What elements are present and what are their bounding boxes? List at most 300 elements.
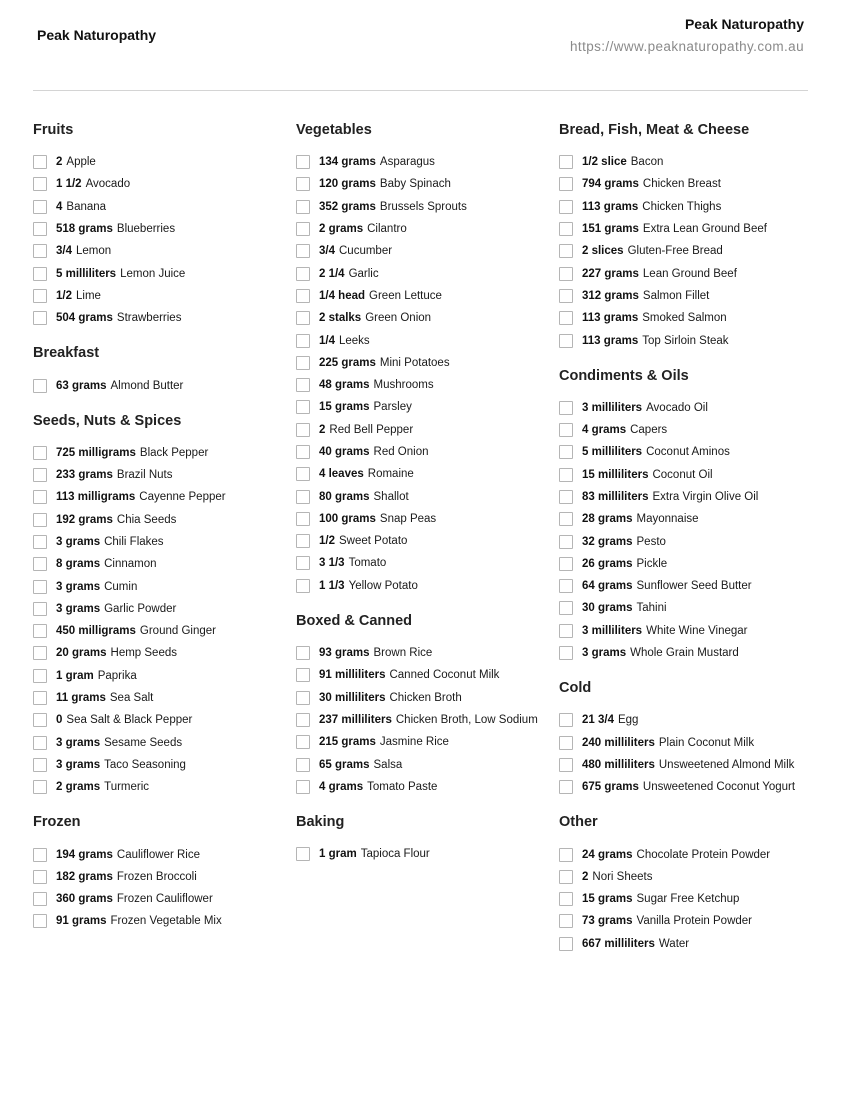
item-name: Mayonnaise bbox=[636, 513, 699, 526]
section-title: Other bbox=[559, 814, 598, 831]
list-item bbox=[296, 776, 551, 798]
list-item bbox=[296, 374, 551, 396]
item-checkbox[interactable] bbox=[296, 758, 310, 772]
item-quantity: 518 grams bbox=[56, 223, 113, 236]
item-name: Shallot bbox=[373, 490, 409, 503]
item-checkbox[interactable] bbox=[559, 624, 573, 638]
item-name: Romaine bbox=[367, 468, 414, 481]
item-name: Sesame Seeds bbox=[104, 736, 183, 749]
item-checkbox[interactable] bbox=[33, 624, 47, 638]
item-quantity: 725 milligrams bbox=[56, 446, 136, 459]
item-quantity: 113 grams bbox=[582, 334, 639, 347]
item-checkbox[interactable] bbox=[559, 758, 573, 772]
item-checkbox[interactable] bbox=[559, 244, 573, 258]
item-list bbox=[33, 442, 288, 799]
item-checkbox[interactable] bbox=[33, 222, 47, 236]
item-checkbox[interactable] bbox=[559, 713, 573, 727]
item-name: Green Lettuce bbox=[369, 289, 442, 302]
item-checkbox[interactable] bbox=[559, 848, 573, 862]
item-quantity: 15 grams bbox=[582, 893, 633, 906]
list-item bbox=[33, 553, 288, 575]
list-item bbox=[559, 419, 814, 441]
item-name: Salmon Fillet bbox=[642, 289, 710, 302]
item-quantity: 4 bbox=[56, 200, 63, 213]
item-name: Red Bell Pepper bbox=[329, 423, 414, 436]
item-quantity: 225 grams bbox=[319, 356, 376, 369]
item-checkbox[interactable] bbox=[296, 267, 310, 281]
item-quantity: 3/4 bbox=[56, 245, 72, 258]
item-quantity: 134 grams bbox=[319, 156, 376, 169]
list-item bbox=[296, 530, 551, 552]
item-quantity: 3 grams bbox=[56, 736, 101, 749]
item-list bbox=[296, 642, 551, 798]
item-name: Lemon Juice bbox=[120, 267, 186, 280]
item-checkbox[interactable] bbox=[296, 713, 310, 727]
item-checkbox[interactable] bbox=[559, 557, 573, 571]
list-item bbox=[296, 441, 551, 463]
item-quantity: 3 grams bbox=[56, 536, 101, 548]
item-quantity: 26 grams bbox=[582, 557, 633, 570]
item-name: Top Sirloin Steak bbox=[642, 334, 729, 347]
item-checkbox[interactable] bbox=[33, 848, 47, 862]
item-name: Black Pepper bbox=[139, 446, 209, 459]
item-checkbox[interactable] bbox=[559, 445, 573, 459]
item-name: Lime bbox=[76, 289, 101, 302]
brand-name-right: Peak Naturopathy bbox=[684, 16, 804, 32]
item-name: Chia Seeds bbox=[116, 513, 177, 526]
item-name: Salsa bbox=[373, 758, 403, 771]
item-checkbox[interactable] bbox=[33, 535, 47, 549]
item-name: Turmeric bbox=[104, 781, 150, 794]
list-item bbox=[33, 173, 288, 195]
item-checkbox[interactable] bbox=[33, 646, 47, 660]
item-checkbox[interactable] bbox=[33, 490, 47, 504]
item-checkbox[interactable] bbox=[33, 379, 47, 393]
item-name: Avocado bbox=[85, 178, 131, 191]
item-quantity: 2 bbox=[319, 423, 326, 436]
item-quantity: 1/2 bbox=[319, 535, 335, 548]
item-checkbox[interactable] bbox=[296, 200, 310, 214]
item-quantity: 450 milligrams bbox=[56, 625, 136, 638]
item-quantity: 21 3/4 bbox=[582, 714, 614, 727]
list-item bbox=[296, 508, 551, 530]
item-checkbox[interactable] bbox=[296, 467, 310, 481]
header-right bbox=[570, 14, 804, 57]
item-name: Extra Lean Ground Beef bbox=[642, 223, 767, 236]
item-quantity: 4 leaves bbox=[319, 468, 364, 481]
item-checkbox[interactable] bbox=[559, 155, 573, 169]
item-list bbox=[296, 843, 551, 865]
item-checkbox[interactable] bbox=[33, 580, 47, 594]
section-title: Bread, Fish, Meat & Cheese bbox=[559, 122, 750, 138]
item-quantity: 1/2 slice bbox=[582, 156, 627, 169]
section-seeds-nuts-and-spices bbox=[33, 411, 288, 799]
item-checkbox[interactable] bbox=[33, 200, 47, 214]
list-item bbox=[559, 888, 814, 910]
item-name: Green Onion bbox=[365, 312, 432, 325]
item-name: Frozen Broccoli bbox=[116, 870, 197, 883]
item-name: Pickle bbox=[636, 557, 668, 570]
item-quantity: 3 milliliters bbox=[582, 401, 643, 414]
list-item bbox=[33, 575, 288, 597]
item-checkbox[interactable] bbox=[296, 289, 310, 303]
item-name: Chicken Thighs bbox=[642, 200, 722, 213]
item-checkbox[interactable] bbox=[33, 244, 47, 258]
item-name: Egg bbox=[617, 714, 639, 727]
section-breakfast bbox=[33, 343, 288, 396]
item-quantity: 93 grams bbox=[319, 647, 370, 660]
section-frozen bbox=[33, 812, 288, 932]
list-item bbox=[559, 843, 814, 865]
item-quantity: 2 bbox=[56, 156, 63, 169]
item-name: Brussels Sprouts bbox=[379, 200, 467, 213]
list-item bbox=[33, 464, 288, 486]
item-quantity: 5 milliliters bbox=[582, 446, 643, 459]
section-vegetables bbox=[296, 120, 551, 597]
item-name: Frozen Cauliflower bbox=[116, 893, 213, 906]
list-item bbox=[296, 687, 551, 709]
list-item bbox=[559, 173, 814, 195]
item-name: Unsweetened Almond Milk bbox=[658, 758, 795, 771]
list-item bbox=[559, 151, 814, 173]
list-item bbox=[33, 754, 288, 776]
item-name: Cayenne Pepper bbox=[139, 491, 226, 504]
list-item bbox=[33, 866, 288, 888]
item-checkbox[interactable] bbox=[33, 267, 47, 281]
item-name: Chicken Broth, Low Sodium bbox=[395, 713, 538, 726]
item-checkbox[interactable] bbox=[33, 914, 47, 928]
item-checkbox[interactable] bbox=[296, 400, 310, 414]
item-name: Gluten-Free Bread bbox=[627, 245, 723, 258]
item-checkbox[interactable] bbox=[296, 155, 310, 169]
item-quantity: 675 grams bbox=[582, 781, 639, 794]
item-checkbox[interactable] bbox=[559, 334, 573, 348]
list-item bbox=[296, 419, 551, 441]
item-checkbox[interactable] bbox=[33, 177, 47, 191]
item-name: Unsweetened Coconut Yogurt bbox=[642, 781, 796, 794]
item-name: Sunflower Seed Butter bbox=[636, 580, 752, 593]
list-item bbox=[559, 285, 814, 307]
item-quantity: 15 milliliters bbox=[582, 468, 649, 481]
item-quantity: 91 milliliters bbox=[319, 669, 386, 682]
item-quantity: 240 milliliters bbox=[582, 736, 655, 749]
item-name: Tahini bbox=[636, 602, 667, 615]
column-1 bbox=[33, 120, 288, 947]
item-name: Frozen Vegetable Mix bbox=[110, 915, 222, 928]
item-list bbox=[559, 843, 814, 954]
list-item bbox=[33, 620, 288, 642]
item-name: Apple bbox=[66, 156, 96, 169]
item-checkbox[interactable] bbox=[33, 446, 47, 460]
item-checkbox[interactable] bbox=[296, 378, 310, 392]
section-baking bbox=[296, 812, 551, 865]
item-quantity: 3 grams bbox=[582, 647, 627, 660]
item-name: Baby Spinach bbox=[379, 178, 451, 191]
item-checkbox[interactable] bbox=[33, 602, 47, 616]
item-checkbox[interactable] bbox=[559, 311, 573, 325]
item-name: Vanilla Protein Powder bbox=[636, 915, 753, 928]
item-quantity: 194 grams bbox=[56, 848, 113, 861]
item-quantity: 4 grams bbox=[319, 780, 364, 793]
item-quantity: 20 grams bbox=[56, 647, 107, 660]
item-checkbox[interactable] bbox=[559, 736, 573, 750]
item-name: Nori Sheets bbox=[592, 870, 653, 883]
item-checkbox[interactable] bbox=[559, 780, 573, 794]
item-checkbox[interactable] bbox=[296, 847, 310, 861]
item-name: Lemon bbox=[76, 245, 112, 258]
item-name: Lean Ground Beef bbox=[642, 267, 737, 280]
item-checkbox[interactable] bbox=[33, 892, 47, 906]
section-boxed-and-canned bbox=[296, 611, 551, 798]
item-checkbox[interactable] bbox=[296, 311, 310, 325]
item-list bbox=[559, 397, 814, 665]
list-item bbox=[33, 888, 288, 910]
item-checkbox[interactable] bbox=[296, 445, 310, 459]
item-name: Coconut Oil bbox=[652, 468, 713, 481]
item-checkbox[interactable] bbox=[296, 691, 310, 705]
item-name: Chicken Breast bbox=[642, 178, 721, 191]
section-bread-fish-meat-and-cheese bbox=[559, 120, 814, 352]
list-item bbox=[559, 307, 814, 329]
item-quantity: 63 grams bbox=[56, 379, 107, 392]
item-checkbox[interactable] bbox=[33, 736, 47, 750]
section-title: Boxed & Canned bbox=[296, 612, 413, 629]
item-list bbox=[33, 374, 288, 396]
list-item bbox=[296, 753, 551, 775]
item-name: Tomato bbox=[348, 557, 387, 570]
item-checkbox[interactable] bbox=[296, 512, 310, 526]
item-checkbox[interactable] bbox=[33, 691, 47, 705]
item-name: Strawberries bbox=[116, 312, 182, 325]
item-list bbox=[33, 151, 288, 329]
item-quantity: 83 milliliters bbox=[582, 491, 649, 503]
list-item bbox=[559, 464, 814, 486]
list-item bbox=[296, 285, 551, 307]
item-checkbox[interactable] bbox=[33, 289, 47, 303]
item-checkbox[interactable] bbox=[559, 937, 573, 951]
item-quantity: 15 grams bbox=[319, 401, 370, 414]
item-checkbox[interactable] bbox=[559, 512, 573, 526]
item-checkbox[interactable] bbox=[33, 468, 47, 482]
item-quantity: 113 grams bbox=[582, 200, 639, 213]
item-quantity: 30 grams bbox=[582, 602, 633, 615]
item-checkbox[interactable] bbox=[296, 177, 310, 191]
list-item bbox=[296, 485, 551, 507]
list-item bbox=[559, 575, 814, 597]
item-name: Sea Salt bbox=[109, 692, 154, 705]
item-quantity: 480 milliliters bbox=[582, 758, 655, 771]
list-item bbox=[33, 843, 288, 865]
list-item bbox=[33, 910, 288, 932]
item-checkbox[interactable] bbox=[296, 423, 310, 437]
item-name: Cucumber bbox=[339, 245, 393, 258]
list-item bbox=[33, 151, 288, 173]
item-name: Cilantro bbox=[367, 223, 407, 236]
item-name: Mushrooms bbox=[373, 379, 434, 392]
item-quantity: 64 grams bbox=[582, 580, 633, 593]
item-checkbox[interactable] bbox=[296, 222, 310, 236]
list-item bbox=[559, 754, 814, 776]
item-checkbox[interactable] bbox=[559, 289, 573, 303]
list-item bbox=[559, 240, 814, 262]
column-3 bbox=[559, 120, 814, 969]
list-item bbox=[296, 642, 551, 664]
item-checkbox[interactable] bbox=[559, 892, 573, 906]
item-quantity: 113 milligrams bbox=[56, 491, 136, 504]
item-name: Banana bbox=[66, 200, 107, 213]
item-checkbox[interactable] bbox=[559, 870, 573, 884]
list-item bbox=[559, 933, 814, 955]
item-name: Chili Flakes bbox=[104, 536, 164, 548]
item-checkbox[interactable] bbox=[559, 423, 573, 437]
item-quantity: 1 1/3 bbox=[319, 579, 345, 592]
item-checkbox[interactable] bbox=[559, 601, 573, 615]
list-item bbox=[33, 486, 288, 508]
item-quantity: 8 grams bbox=[56, 558, 101, 571]
item-quantity: 120 grams bbox=[319, 178, 376, 191]
list-item bbox=[559, 732, 814, 754]
list-item bbox=[33, 642, 288, 664]
item-quantity: 73 grams bbox=[582, 915, 633, 928]
item-checkbox[interactable] bbox=[296, 534, 310, 548]
list-item bbox=[559, 441, 814, 463]
list-item bbox=[33, 262, 288, 284]
item-checkbox[interactable] bbox=[559, 401, 573, 415]
item-name: Asparagus bbox=[379, 156, 435, 169]
section-title: Condiments & Oils bbox=[559, 367, 689, 384]
item-checkbox[interactable] bbox=[33, 780, 47, 794]
item-name: Yellow Potato bbox=[348, 579, 418, 592]
list-item bbox=[33, 374, 288, 396]
item-name: Avocado Oil bbox=[646, 401, 708, 414]
item-checkbox[interactable] bbox=[33, 713, 47, 727]
section-cold bbox=[559, 678, 814, 798]
item-quantity: 91 grams bbox=[56, 915, 107, 928]
list-item bbox=[559, 218, 814, 240]
section-condiments-and-oils bbox=[559, 366, 814, 665]
item-name: Paprika bbox=[97, 669, 137, 682]
item-name: Brown Rice bbox=[373, 647, 433, 660]
item-name: Sea Salt & Black Pepper bbox=[66, 714, 193, 727]
item-checkbox[interactable] bbox=[296, 668, 310, 682]
item-quantity: 360 grams bbox=[56, 893, 113, 906]
item-quantity: 352 grams bbox=[319, 200, 376, 213]
section-title: Breakfast bbox=[33, 345, 100, 362]
list-item bbox=[296, 173, 551, 195]
item-checkbox[interactable] bbox=[559, 579, 573, 593]
item-quantity: 2 bbox=[582, 870, 589, 883]
website-url[interactable]: https://www.peaknaturopathy.com.au bbox=[570, 39, 804, 54]
list-item bbox=[559, 642, 814, 664]
item-checkbox[interactable] bbox=[33, 758, 47, 772]
item-checkbox[interactable] bbox=[559, 914, 573, 928]
item-checkbox[interactable] bbox=[559, 177, 573, 191]
item-quantity: 1 gram bbox=[319, 848, 357, 861]
list-item bbox=[559, 709, 814, 731]
list-item bbox=[296, 463, 551, 485]
item-name: Coconut Aminos bbox=[646, 446, 730, 459]
item-checkbox[interactable] bbox=[559, 200, 573, 214]
item-checkbox[interactable] bbox=[559, 646, 573, 660]
list-item bbox=[296, 262, 551, 284]
list-item bbox=[296, 151, 551, 173]
item-name: Canned Coconut Milk bbox=[389, 669, 500, 682]
column-2 bbox=[296, 120, 551, 879]
item-checkbox[interactable] bbox=[296, 646, 310, 660]
item-quantity: 3 milliliters bbox=[582, 624, 643, 637]
item-quantity: 40 grams bbox=[319, 446, 370, 458]
item-checkbox[interactable] bbox=[33, 513, 47, 527]
section-title: Baking bbox=[296, 814, 345, 831]
item-checkbox[interactable] bbox=[33, 669, 47, 683]
item-checkbox[interactable] bbox=[33, 557, 47, 571]
item-checkbox[interactable] bbox=[296, 579, 310, 593]
item-checkbox[interactable] bbox=[296, 356, 310, 370]
item-quantity: 227 grams bbox=[582, 267, 639, 280]
item-checkbox[interactable] bbox=[296, 556, 310, 570]
list-item bbox=[559, 620, 814, 642]
list-item bbox=[33, 598, 288, 620]
item-quantity: 113 grams bbox=[582, 312, 639, 325]
list-item bbox=[296, 240, 551, 262]
item-checkbox[interactable] bbox=[296, 334, 310, 348]
item-quantity: 3 grams bbox=[56, 758, 101, 771]
list-item bbox=[559, 262, 814, 284]
item-checkbox[interactable] bbox=[33, 155, 47, 169]
list-item bbox=[33, 776, 288, 798]
item-checkbox[interactable] bbox=[33, 870, 47, 884]
item-checkbox[interactable] bbox=[559, 535, 573, 549]
item-name: Hemp Seeds bbox=[110, 647, 177, 660]
list-item bbox=[33, 531, 288, 553]
item-name: Almond Butter bbox=[110, 379, 184, 392]
list-item bbox=[296, 329, 551, 351]
item-checkbox[interactable] bbox=[559, 468, 573, 482]
brand-name: Peak Naturopathy bbox=[37, 27, 157, 43]
item-quantity: 3 grams bbox=[56, 580, 101, 593]
item-checkbox[interactable] bbox=[33, 311, 47, 325]
item-quantity: 0 bbox=[56, 714, 63, 727]
item-quantity: 233 grams bbox=[56, 469, 113, 482]
item-checkbox[interactable] bbox=[296, 735, 310, 749]
item-checkbox[interactable] bbox=[296, 490, 310, 504]
item-quantity: 2 1/4 bbox=[319, 267, 345, 280]
list-item bbox=[296, 196, 551, 218]
section-title: Frozen bbox=[33, 814, 81, 831]
item-name: Smoked Salmon bbox=[642, 312, 727, 325]
item-name: Red Onion bbox=[373, 446, 429, 458]
item-checkbox[interactable] bbox=[559, 222, 573, 236]
item-checkbox[interactable] bbox=[296, 244, 310, 258]
item-checkbox[interactable] bbox=[296, 780, 310, 794]
item-name: Whole Grain Mustard bbox=[630, 647, 739, 660]
section-other bbox=[559, 812, 814, 954]
item-name: Plain Coconut Milk bbox=[658, 736, 755, 749]
item-quantity: 2 slices bbox=[582, 245, 624, 258]
item-name: Parsley bbox=[373, 401, 412, 414]
list-item bbox=[559, 508, 814, 530]
list-item bbox=[296, 307, 551, 329]
item-quantity: 1/4 head bbox=[319, 289, 366, 302]
section-title: Vegetables bbox=[296, 122, 372, 138]
item-checkbox[interactable] bbox=[559, 490, 573, 504]
item-name: Tapioca Flour bbox=[360, 848, 430, 861]
item-name: Pesto bbox=[636, 535, 666, 548]
item-name: Chicken Broth bbox=[389, 691, 462, 704]
list-item bbox=[559, 530, 814, 552]
item-checkbox[interactable] bbox=[559, 267, 573, 281]
list-item bbox=[33, 218, 288, 240]
